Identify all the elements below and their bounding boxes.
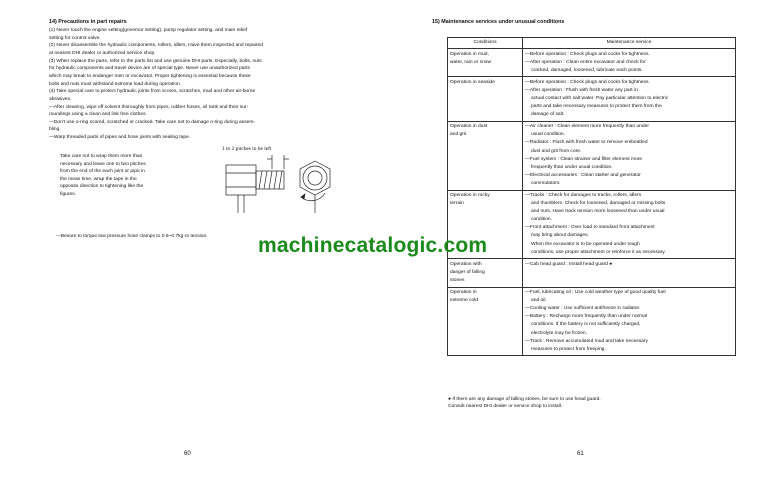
service-cell: [523, 259, 736, 287]
service-line: —Tracks : Check for damages to tracks, rollers, idlers: [525, 193, 642, 198]
diagram-label: 1 to 2 pitches to be left: [222, 146, 272, 152]
service-line: damage of salt.: [531, 112, 565, 118]
condition-cell: [448, 49, 523, 77]
precaution-line: at nearest DHI dealer or authorized service shop.: [49, 50, 156, 56]
service-line: —Battery : Recharge more frequently than under normal: [525, 314, 648, 320]
precaution-line: —After cleaning, wipe off solvent thoroughly from pipes, rubber hoses, oil tank and their sur-: [49, 104, 249, 110]
header-maintenance-service: Maintenance service: [523, 38, 736, 49]
precaution-line: —Don't use o-ring scored, scratched or cracked. Take care not to damage o-ring during assem-: [49, 119, 256, 125]
header-conditions: Conditions: [448, 38, 523, 49]
service-line: and nuts. Have track tension more loosened than under usual: [531, 209, 665, 215]
service-line: usual condition.: [531, 132, 565, 138]
precaution-line: (3) When replace the parts, refer to the parts list and use genuine DHI parts. Especially, bolts, nuts: [49, 58, 262, 64]
tape-note-line: from the end of the each joint or pipe in: [60, 169, 145, 175]
service-cell: [523, 287, 736, 356]
table-row: [448, 121, 736, 190]
precaution-line: bolts and nuts must withstand extreme load during operation.: [49, 81, 182, 87]
service-line: —Before operation : Check plugs and cocks for tightness.: [525, 51, 650, 57]
precaution-line: (2) Never disassemble the hydraulic components, rollers, idlers, Have them inspected and repaired: [49, 43, 263, 49]
page-number-left: 60: [184, 451, 191, 457]
service-line: parts and take necessary measures to protect them from the: [531, 104, 662, 110]
table-header-row: [448, 38, 736, 49]
condition-line: and grit: [450, 132, 467, 138]
service-line: —Fuel, lubricating oil : Use cold weather type of good quality fuel: [525, 290, 666, 296]
condition-cell: [448, 259, 523, 287]
table-row: [448, 190, 736, 259]
service-cell: [523, 121, 736, 190]
condition-cell: [448, 77, 523, 121]
condition-line: Operation in rocky: [450, 193, 490, 198]
service-line: frequently than under usual condition.: [531, 164, 613, 170]
tape-note-line: opposite direction to tightening like the: [60, 184, 144, 190]
service-line: measures to protect from freeping.: [531, 346, 606, 352]
service-line: —After operation : Clean entire excavator and check for: [525, 59, 646, 65]
service-line: conditions, use proper attachment or reinforce it as necessary.: [531, 249, 666, 255]
service-line: cracked, damaged, loosened, lubricate each points.: [531, 67, 643, 73]
precaution-line: (1) Never touch the engine setting(governor setting), pump regulator setting, and main relief: [49, 28, 248, 33]
condition-line: extreme cold: [450, 298, 478, 304]
service-line: —Electrical accessaries : Clean starter and generator: [525, 172, 641, 178]
service-line: —Cooling water : Use sufficient antifreeze in radiator.: [525, 306, 641, 312]
torque-note: —Besure to torque low pressure hose clamps to 0.6~0.7kg·m tension.: [56, 234, 208, 239]
condition-line: Operation in: [450, 290, 477, 296]
service-line: —Front attachment : Over load to standard front attachment: [525, 225, 655, 231]
service-line: —Track : Remove accumulated mud and take necessary: [525, 338, 648, 344]
precaution-line: which may break to endanger men or excavator. Proper tightening is essential because these: [49, 73, 251, 79]
service-line: and thumblers. Check for loosened, damaged or missing bolts: [531, 201, 666, 207]
condition-line: danger of falling: [450, 269, 485, 275]
tape-note-line: the mean time, wrap the tape in the: [60, 176, 137, 182]
condition-line: terrain: [450, 201, 464, 207]
precaution-line: setting for control valve.: [49, 35, 101, 41]
condition-cell: [448, 287, 523, 356]
maintenance-table: [447, 37, 736, 356]
service-line: may bring about damages.: [531, 233, 589, 239]
service-line: —Before operation : Check plugs and cocks for tightness.: [525, 79, 650, 85]
condition-cell: [448, 121, 523, 190]
tape-note-line: Take care not to wrap them more than: [60, 154, 143, 159]
section-heading-15: 15) Maintenance services under unusual conditions: [432, 19, 565, 25]
table-row: [448, 259, 736, 287]
maintenance-table-body: [448, 49, 736, 356]
precaution-line: —Warp threaded parts of pipes and hose joints with sealing tape.: [49, 135, 191, 141]
page-number-right: 61: [577, 451, 584, 457]
service-line: —Fuel system : Clean strainer and filter element more: [525, 156, 643, 162]
service-line: —Radiator : Flush with fresh water to remove embedded: [525, 140, 648, 146]
service-line: —After operation : Flush with fresh water any part in: [525, 87, 638, 93]
table-row: [448, 77, 736, 121]
condition-line: water, rain or snow: [450, 59, 492, 65]
service-line: conditions. If the battery is not sufficiently charged,: [531, 322, 641, 328]
watermark: machinecatalogic.com: [258, 234, 488, 257]
service-line: dust and grit from core.: [531, 148, 582, 154]
service-line: condition.: [531, 217, 552, 223]
table-row: [448, 49, 736, 77]
footnote-line: Consult nearest DHI dealer or service shop to install.: [448, 404, 563, 409]
tape-note-line: figures.: [60, 192, 77, 197]
section-heading-14: 14) Precautions in part repairs: [49, 19, 127, 25]
precaution-line: for hydraulic components and travel device are of special type. Never use unauthorized parts: [49, 66, 250, 72]
service-cell: [523, 49, 736, 77]
precaution-line: roundings using a clean and link free clothes.: [49, 112, 147, 118]
condition-line: Operation in seaside: [450, 79, 495, 85]
precaution-line: (4) Take special care to protect hydraulic joints from scores, scratches, mud and other air-borne: [49, 89, 256, 95]
tape-note-line: necessary and leave one to two pitches: [60, 161, 146, 167]
service-line: —Air cleaner : Clean element more frequently than under: [525, 124, 649, 130]
condition-line: Operation with: [450, 261, 482, 267]
service-line: When the excavator is to be operated under tough: [531, 241, 640, 247]
service-line: electrolyte may be frozen.: [531, 330, 587, 336]
footnote-line: ● If there are any damage of falling stones, be sure to use head guard.: [448, 397, 601, 402]
table-row: [448, 287, 736, 356]
condition-line: Operation in mud,: [450, 51, 489, 57]
service-line: commutators.: [531, 180, 561, 186]
service-cell: [523, 190, 736, 259]
precaution-line: bling.: [49, 127, 61, 133]
service-line: —Cab head guard : Install head guard ●: [525, 261, 613, 267]
pipe-joint-diagram: [212, 151, 352, 231]
service-line: and oil.: [531, 298, 547, 304]
service-cell: [523, 77, 736, 121]
condition-line: stones: [450, 277, 465, 283]
condition-line: Operation in dust: [450, 124, 488, 130]
service-line: actual contact with salt water. Pay particular attention to electric: [531, 95, 669, 101]
precaution-line: abrasives.: [49, 96, 72, 102]
